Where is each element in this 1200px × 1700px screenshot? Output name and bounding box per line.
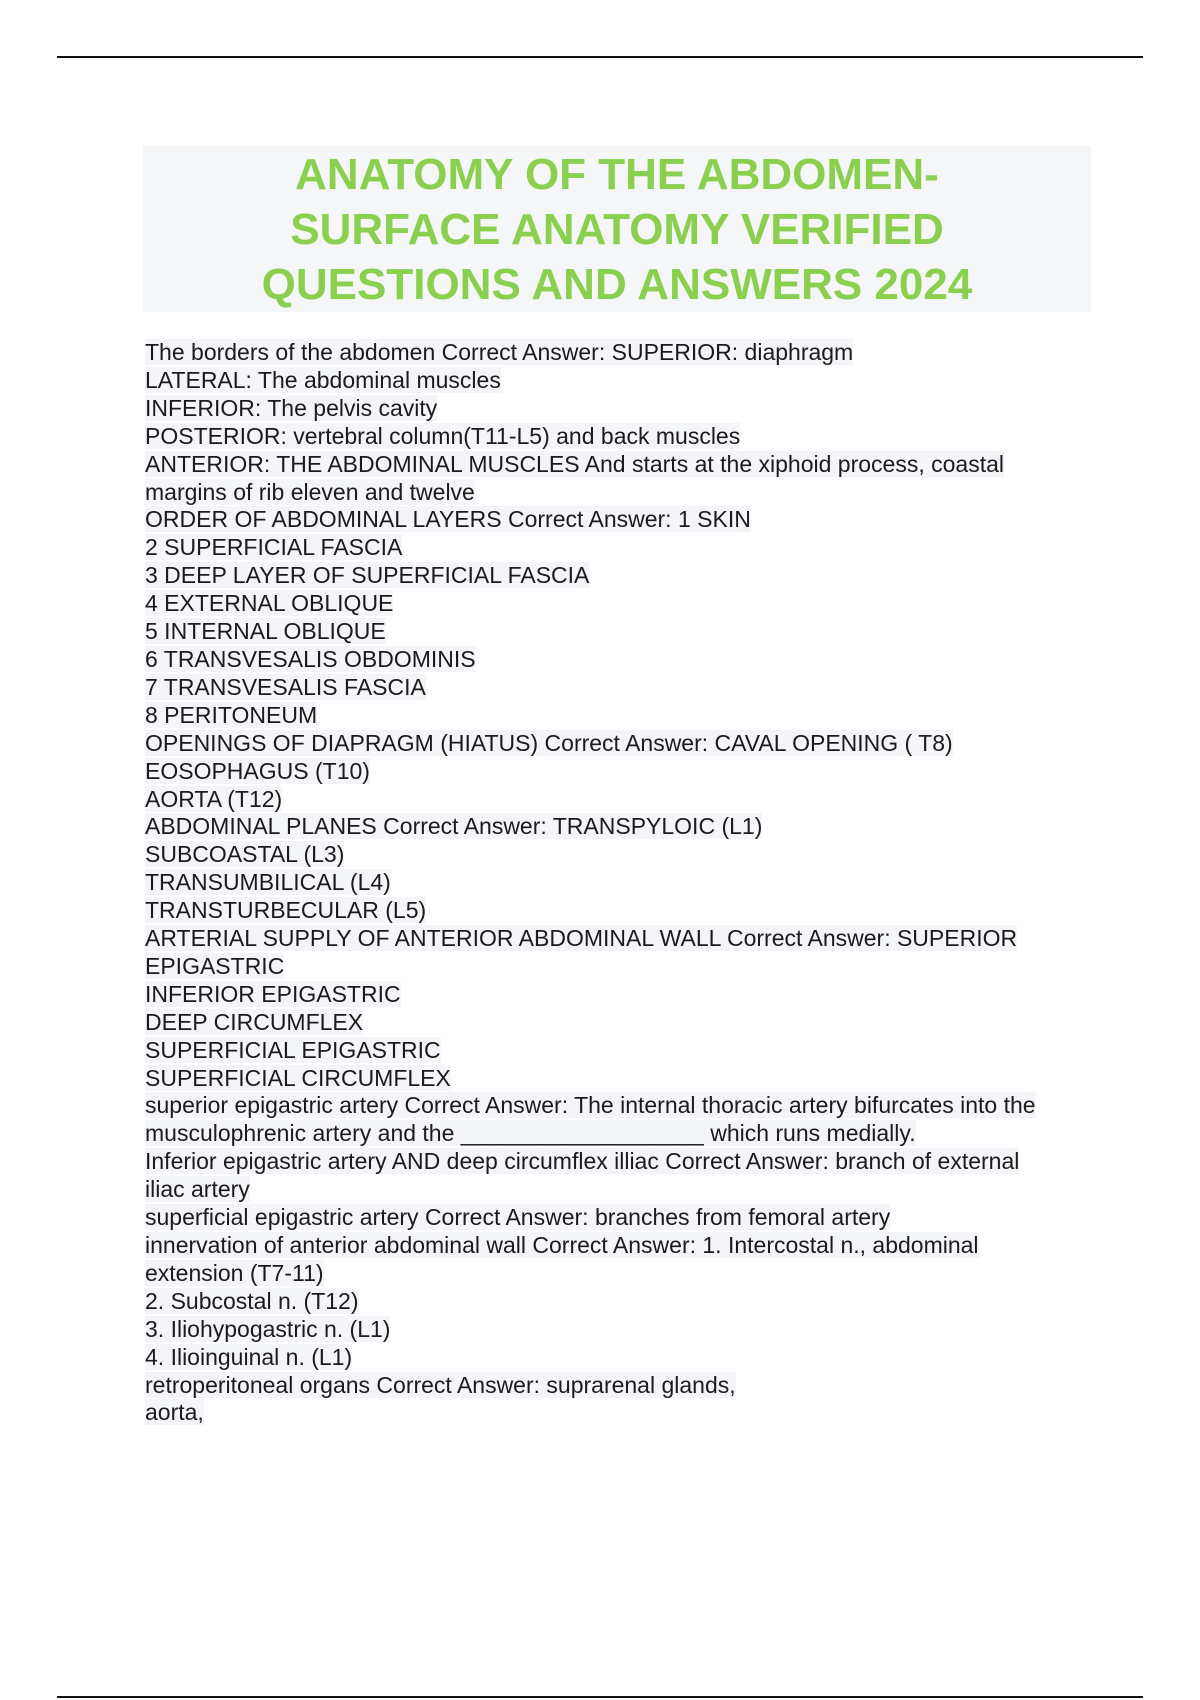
text-line-content: 5 INTERNAL OBLIQUE	[145, 618, 386, 645]
text-line	[145, 897, 1095, 925]
text-line-content: INFERIOR: The pelvis cavity	[145, 394, 438, 421]
text-line	[145, 953, 1095, 981]
top-rule	[57, 56, 1143, 58]
bottom-rule	[57, 1696, 1143, 1698]
text-line-content: superior epigastric artery Correct Answer: The internal thoracic artery bifurcates into the	[145, 1092, 1036, 1119]
text-line-content: 7 TRANSVESALIS FASCIA	[145, 673, 426, 700]
text-line	[145, 758, 1095, 786]
text-line	[145, 1037, 1095, 1065]
text-line-content: ORDER OF ABDOMINAL LAYERS Correct Answer: 1 SKIN	[145, 506, 751, 533]
title-line: ANATOMY OF THE ABDOMEN-	[295, 149, 939, 199]
text-line	[145, 1260, 1095, 1288]
text-line	[145, 1372, 1095, 1400]
text-line	[145, 367, 1095, 395]
text-line	[145, 1148, 1095, 1176]
text-line	[145, 1065, 1095, 1093]
text-line	[145, 1316, 1095, 1344]
text-line-content: OPENINGS OF DIAPRAGM (HIATUS) Correct Answer: CAVAL OPENING ( T8)	[145, 729, 953, 756]
text-line-content: LATERAL: The abdominal muscles	[145, 366, 501, 393]
text-line-content: 3. Iliohypogastric n. (L1)	[145, 1315, 391, 1342]
text-line	[145, 646, 1095, 674]
text-line-content: 2 SUPERFICIAL FASCIA	[145, 534, 403, 561]
text-line	[145, 674, 1095, 702]
text-line	[145, 1344, 1095, 1372]
text-line	[145, 534, 1095, 562]
text-line-content: extension (T7-11)	[145, 1259, 324, 1286]
text-line-content: TRANSUMBILICAL (L4)	[145, 869, 391, 896]
text-line	[145, 1009, 1095, 1037]
text-line	[145, 506, 1095, 534]
text-line-content: ANTERIOR: THE ABDOMINAL MUSCLES And starts at the xiphoid process, coastal	[145, 450, 1004, 477]
text-line-content: 4 EXTERNAL OBLIQUE	[145, 590, 394, 617]
text-line	[145, 339, 1095, 367]
text-line-content: SUBCOASTAL (L3)	[145, 841, 345, 868]
text-line	[145, 451, 1095, 479]
text-line-content: AORTA (T12)	[145, 785, 283, 812]
document-body	[145, 339, 1095, 1427]
document-title	[143, 146, 1091, 312]
text-line-content: INFERIOR EPIGASTRIC	[145, 980, 401, 1007]
text-line-content: 2. Subcostal n. (T12)	[145, 1287, 359, 1314]
text-line	[145, 618, 1095, 646]
text-line-content: DEEP CIRCUMFLEX	[145, 1008, 364, 1035]
text-line-content: 6 TRANSVESALIS OBDOMINIS	[145, 645, 476, 672]
text-line-content: 4. Ilioinguinal n. (L1)	[145, 1343, 353, 1370]
text-line	[145, 981, 1095, 1009]
text-line	[145, 869, 1095, 897]
text-line	[145, 395, 1095, 423]
text-line	[145, 702, 1095, 730]
text-line-content: musculophrenic artery and the ___________________ which runs medially.	[145, 1120, 916, 1147]
text-line-content: The borders of the abdomen Correct Answer: SUPERIOR: diaphragm	[145, 339, 854, 365]
text-line-content: 3 DEEP LAYER OF SUPERFICIAL FASCIA	[145, 562, 590, 589]
text-line-content: ARTERIAL SUPPLY OF ANTERIOR ABDOMINAL WALL Correct Answer: SUPERIOR	[145, 925, 1018, 952]
text-line	[145, 925, 1095, 953]
text-line-content: Inferior epigastric artery AND deep circumflex illiac Correct Answer: branch of external	[145, 1148, 1020, 1175]
text-line	[145, 1399, 1095, 1427]
text-line	[145, 841, 1095, 869]
text-line-content: TRANSTURBECULAR (L5)	[145, 897, 427, 924]
text-line	[145, 1092, 1095, 1120]
text-line-content: margins of rib eleven and twelve	[145, 478, 475, 505]
text-line	[145, 479, 1095, 507]
text-line	[145, 1120, 1095, 1148]
text-line-content: EPIGASTRIC	[145, 952, 285, 979]
text-line	[145, 1176, 1095, 1204]
text-line	[145, 730, 1095, 758]
text-line-content: aorta,	[145, 1399, 204, 1426]
text-line	[145, 786, 1095, 814]
text-line-content: iliac artery	[145, 1176, 250, 1203]
text-line-content: ABDOMINAL PLANES Correct Answer: TRANSPYLOIC (L1)	[145, 813, 763, 840]
text-line-content: SUPERFICIAL EPIGASTRIC	[145, 1036, 441, 1063]
text-line	[145, 1288, 1095, 1316]
text-line-content: EOSOPHAGUS (T10)	[145, 757, 370, 784]
text-line-content: 8 PERITONEUM	[145, 701, 318, 728]
title-line: SURFACE ANATOMY VERIFIED	[290, 204, 944, 254]
text-line	[145, 562, 1095, 590]
text-line-content: innervation of anterior abdominal wall Correct Answer: 1. Intercostal n., abdominal	[145, 1232, 979, 1258]
text-line-content: SUPERFICIAL CIRCUMFLEX	[145, 1064, 451, 1091]
text-line	[145, 813, 1095, 841]
text-line	[145, 1232, 1095, 1260]
text-line-content: superficial epigastric artery Correct Answer: branches from femoral artery	[145, 1204, 891, 1231]
text-line	[145, 423, 1095, 451]
text-line-content: retroperitoneal organs Correct Answer: suprarenal glands,	[145, 1371, 736, 1398]
text-line	[145, 1204, 1095, 1232]
text-line-content: POSTERIOR: vertebral column(T11-L5) and back muscles	[145, 422, 741, 449]
text-line	[145, 590, 1095, 618]
title-line: QUESTIONS AND ANSWERS 2024	[261, 259, 973, 309]
